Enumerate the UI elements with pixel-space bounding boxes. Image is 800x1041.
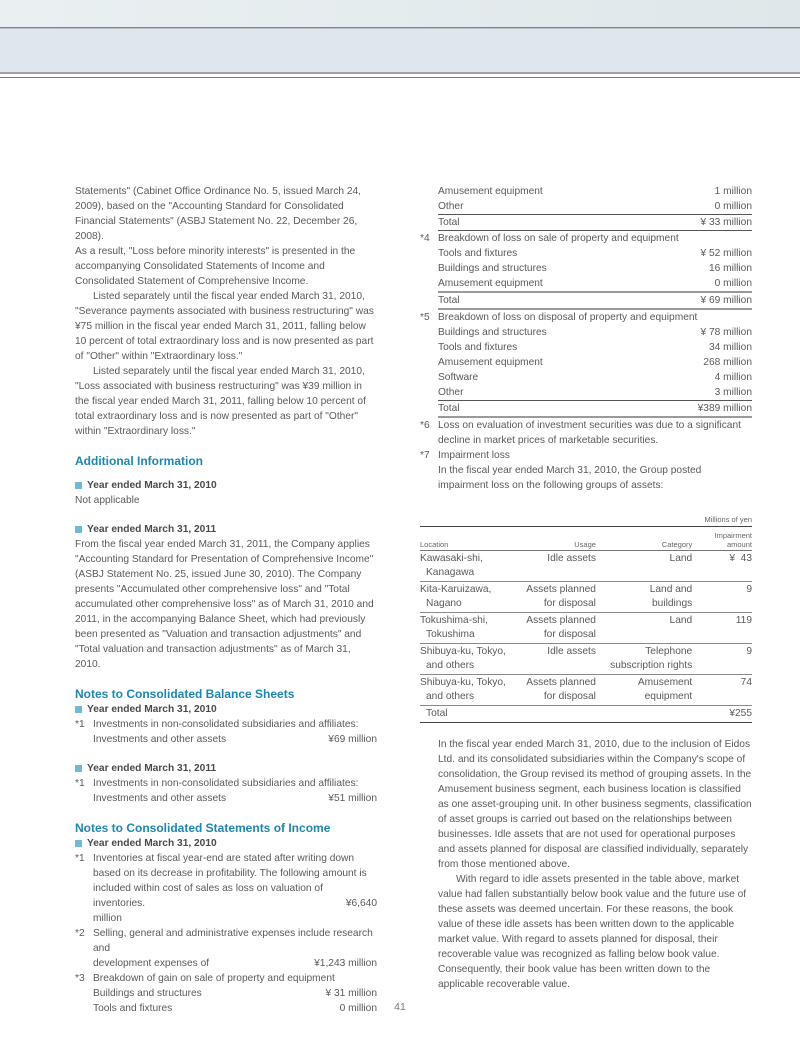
line-item: Buildings and structures ¥ 78 million <box>438 327 752 338</box>
line-item: Amusement equipment 0 million <box>438 276 752 293</box>
section-heading-balance-sheets: Notes to Consolidated Balance Sheets <box>75 687 295 701</box>
subheading-year-2011: Year ended March 31, 2011 <box>75 761 377 776</box>
income-note-4 <box>420 231 752 246</box>
bullet-square-icon <box>75 765 82 772</box>
bullet-square-icon <box>75 706 82 713</box>
note-amount: ¥6,640 <box>345 898 377 909</box>
line-item: Tools and fixtures ¥ 52 million <box>438 248 752 259</box>
income-note-5 <box>420 310 752 325</box>
note-marker: *2 <box>75 928 85 939</box>
impairment-table <box>420 526 752 723</box>
impairment-explanation <box>420 737 752 992</box>
note-text: Breakdown of gain on sale of property and equipment <box>93 973 335 984</box>
line-item: development expenses of ¥1,243 million <box>93 958 377 969</box>
impairment-table-container <box>420 505 752 723</box>
grouping-paragraph: In the fiscal year ended March 31, 2010, due to the inclusion of Eidos Ltd. and its consolidated subsidiaries within the Company's scope of consolidation, the Group revised its method of grouping assets. In the Amusement business segment, each business location is classified as one asset-grouping unit. In other business segments, classification of asset groups is carried out based on the relationships between businesses. Idle assets that are not used for operational purposes and assets planned for disposal are classified individually, separately from those mentioned above. <box>438 739 752 870</box>
additional-info-2011-text: From the fiscal year ended March 31, 2011, the Company applies "Accounting Standard for Presentation of Comprehensive Income" (ASBJ Statement No. 25, issued June 30, 2010). The Company presents "Accumulated other comprehensive loss" and "Total accumulated other comprehensive loss" as of March 31, 2010 and 2011, in the accompanying Balance Sheet, which had previously been presented as "Valuation and transaction adjustments" and "Total valuation and transaction adjustments" as of March 31, 2010. <box>75 539 374 670</box>
note-1-2011 <box>75 776 377 806</box>
severance-paragraph: Listed separately until the fiscal year ended March 31, 2010, "Severance payments associated with business restructuring" was ¥75 million in the fiscal year ended March 31, 2011, falling below 10 percent of total extraordinary loss and is now presented as part of "Other" within "Extraordinary loss." <box>75 291 374 362</box>
table-row: Tokushima-shi, Tokushima Assets planned for disposal Land 119 <box>420 613 752 644</box>
note-text: Investments in non-consolidated subsidiaries and affiliates: <box>93 719 359 730</box>
bullet-square-icon <box>75 526 82 533</box>
table-row: Shibuya-ku, Tokyo, and others Idle assets Telephone subscription rights 9 <box>420 644 752 675</box>
page-number: 41 <box>394 1001 406 1013</box>
total-row: Total ¥ 33 million <box>438 215 752 231</box>
table-total-row: Total ¥255 <box>420 706 752 723</box>
additional-info-2010-text: Not applicable <box>75 495 140 506</box>
income-note-6 <box>420 418 752 448</box>
bullet-square-icon <box>75 482 82 489</box>
total-row: Total ¥ 69 million <box>438 293 752 310</box>
header-divider <box>0 77 800 78</box>
note-3-continuation <box>420 184 752 231</box>
header-divider <box>0 72 800 74</box>
line-item: Investments and other assets ¥69 million <box>93 734 377 745</box>
total-row: Total ¥389 million <box>438 401 752 418</box>
note-marker: *1 <box>75 853 85 864</box>
line-item: Other 3 million <box>438 385 752 401</box>
table-header-row <box>420 527 752 551</box>
bullet-square-icon <box>75 840 82 847</box>
note-text: Breakdown of loss on disposal of property and equipment <box>438 312 698 323</box>
right-column <box>420 184 752 992</box>
page-header-band <box>0 28 800 72</box>
note-marker: *5 <box>420 312 430 323</box>
note-marker: *7 <box>420 450 430 461</box>
note-text: Inventories at fiscal year-end are stated after writing down based on its decrease in profitability. The following amount is included within cost of sales as loss on valuation of inventories. <box>93 853 367 909</box>
note-text: In the fiscal year ended March 31, 2010, the Group posted impairment loss on the following groups of assets: <box>438 465 702 491</box>
line-item: Other 0 million <box>438 199 752 215</box>
subheading-year-2010: Year ended March 31, 2010 <box>75 836 377 851</box>
note-marker: *1 <box>75 778 85 789</box>
line-item: Investments and other assets ¥51 million <box>93 793 377 804</box>
column-header-category: Category <box>661 540 693 549</box>
line-item: Amusement equipment 268 million <box>438 357 752 368</box>
note-text: Breakdown of loss on sale of property and equipment <box>438 233 679 244</box>
note-text: Investments in non-consolidated subsidiaries and affiliates: <box>93 778 359 789</box>
table-row: Kawasaki-shi, Kanagawa Idle assets Land ¥ 43 <box>420 551 752 582</box>
note-text: Selling, general and administrative expenses include research and <box>93 928 373 954</box>
column-header-usage: Usage <box>574 540 596 549</box>
line-item: Tools and fixtures 34 million <box>438 342 752 353</box>
line-item: Amusement equipment 1 million <box>438 186 752 197</box>
note-marker: *1 <box>75 719 85 730</box>
line-item: Buildings and structures 16 million <box>438 263 752 274</box>
note-1-2010 <box>75 717 377 747</box>
left-column <box>75 184 377 1016</box>
table-row: Kita-Karuizawa, Nagano Assets planned for disposal Land and buildings 9 <box>420 582 752 613</box>
intro-paragraph: As a result, "Loss before minority interests" is presented in the accompanying Consolidated Statements of Income and Consolidated Statement of Comprehensive Income. <box>75 246 356 287</box>
income-note-7 <box>420 448 752 493</box>
note-text: Loss on evaluation of investment securities was due to a significant decline in market prices of marketable securities. <box>438 420 741 446</box>
table-row: Shibuya-ku, Tokyo, and others Assets planned for disposal Amusement equipment 74 <box>420 675 752 706</box>
subheading-year-2010: Year ended March 31, 2010 <box>75 702 377 717</box>
restructuring-paragraph: Listed separately until the fiscal year ended March 31, 2010, "Loss associated with business restructuring" was ¥39 million in the fiscal year ended March 31, 2011, falling below 10 percent of total extraordinary loss and is now presented as part of "Other" within "Extraordinary loss." <box>75 366 366 437</box>
table-unit-label: Millions of yen <box>704 515 752 524</box>
note-marker: *3 <box>75 973 85 984</box>
line-item: Tools and fixtures 0 million <box>93 1003 377 1014</box>
column-header-amount: Impairment amount <box>714 531 752 549</box>
section-heading-statements-of-income: Notes to Consolidated Statements of Income <box>75 821 331 835</box>
intro-paragraph: Statements" (Cabinet Office Ordinance No. 5, issued March 24, 2009), based on the "Accounting Standard for Consolidated Financial Statements" (ASBJ Statement No. 22, December 26, 2008). <box>75 186 361 242</box>
note-amount-unit: million <box>93 913 122 924</box>
income-note-2 <box>75 926 377 971</box>
writedown-paragraph: With regard to idle assets presented in the table above, market value had fallen substantially below book value and the future use of these assets was deemed uncertain. For these reasons, the book value of these idle assets has been written down to the applicable market value. With regard to assets planned for disposal, their recoverable value was recognized as falling below book value. Consequently, their book value has been written down to the applicable recoverable value. <box>438 874 747 990</box>
subheading-year-2010: Year ended March 31, 2010 <box>75 478 377 493</box>
subheading-year-2011: Year ended March 31, 2011 <box>75 522 377 537</box>
page-header-gradient <box>0 0 800 27</box>
line-item: Buildings and structures ¥ 31 million <box>93 988 377 999</box>
note-marker: *4 <box>420 233 430 244</box>
section-heading-additional-information: Additional Information <box>75 454 203 468</box>
note-marker: *6 <box>420 420 430 431</box>
income-note-1 <box>75 851 377 926</box>
note-title: Impairment loss <box>438 450 510 461</box>
column-header-location: Location <box>420 540 449 549</box>
line-item: Software 4 million <box>438 372 752 383</box>
